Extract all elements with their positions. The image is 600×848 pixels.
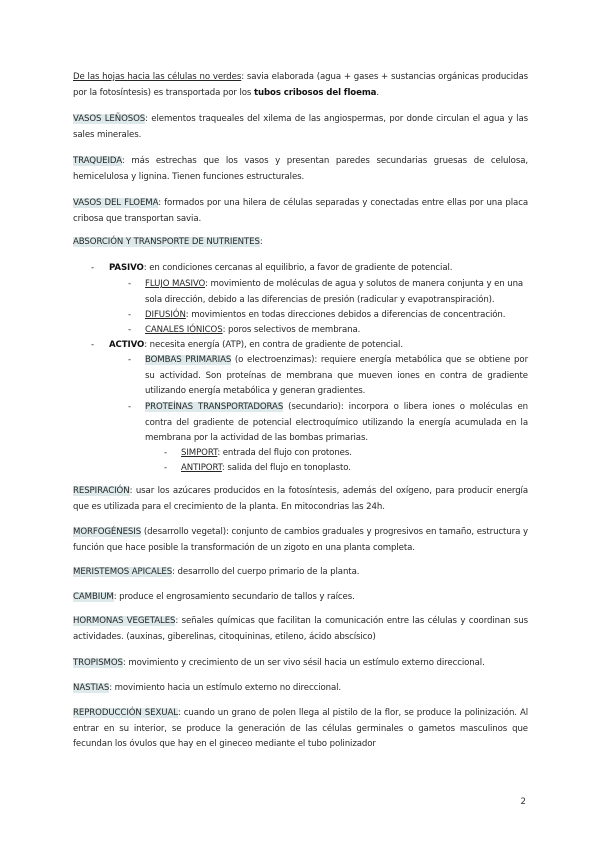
sub-bullet-dash: - [128, 402, 132, 412]
paragraph-savia-elaborada [73, 70, 528, 101]
term-nastias: NASTIAS [73, 683, 110, 693]
paragraph-vasos-lenosos [73, 112, 528, 143]
list-item-text: : necesita energía (ATP), en contra de gradiente de potencial. [144, 340, 403, 350]
term-respiracion: RESPIRACIÓN [73, 486, 130, 496]
term-traqueida: TRAQUEIDA [73, 156, 122, 166]
term-vasos-lenosos: VASOS LEÑOSOS [73, 114, 146, 124]
paragraph-text: : usar los azúcares producidos en la fotosíntesis, además del oxígeno, para producir energía que es utilizada para el crecimiento de la planta. En mitocondrias las 24h. [73, 486, 528, 512]
list-item-difusion [145, 308, 505, 324]
term-pasivo: PASIVO [109, 263, 144, 273]
bullet-dash: - [91, 263, 95, 273]
term-tubos-cribosos: tubos cribosos del floema [253, 87, 377, 98]
paragraph-text: : savia elaborada (agua + gases + sustancias orgánicas producidas por la fotosíntesis) es transportada por los [73, 72, 528, 98]
list-item-simport [181, 446, 352, 462]
list-item-text: : salida del flujo en tonoplasto. [221, 463, 351, 473]
list-item-proteinas-transportadoras [145, 400, 528, 447]
sub-bullet-dash: - [128, 279, 132, 289]
list-item-canales-ionicos [145, 323, 360, 339]
term-hojas-celulas: De las hojas hacia las células no verdes [73, 72, 242, 82]
list-item-text: (o electroenzimas): requiere energía metabólica que se obtiene por su actividad. Son proteínas de membrana que mueven iones en contra de gradiente utilizando energía metabólica y generan gradientes. [145, 355, 528, 397]
list-item-activo [109, 338, 403, 354]
paragraph-text: : señales químicas que facilitan la comunicación entre las células y coordinan sus actividades. (auxinas, giberelinas, citoquininas, etileno, ácido abscísico) [73, 616, 529, 642]
term-difusion: DIFUSIÓN [145, 310, 186, 320]
paragraph-morfogenesis [73, 525, 528, 556]
paragraph-vasos-floema [73, 196, 528, 227]
list-item-text: (secundario): incorpora o libera iones o moléculas en contra del gradiente de potencial electroquímico utilizando la energía acumulada en la membrana por la actividad de las bombas primarias. [145, 402, 528, 444]
paragraph-text: (desarrollo vegetal): conjunto de cambios graduales y progresivos en tamaño, estructura y función que hace posible la transformación de un zigoto en una planta completa. [73, 527, 528, 553]
list-item-bombas-primarias [145, 353, 528, 400]
sub-bullet-dash: - [128, 325, 132, 335]
list-item-text: : entrada del flujo con protones. [217, 448, 352, 458]
sub-sub-bullet-dash: - [164, 448, 168, 458]
term-proteinas-transportadoras: PROTEÍNAS TRANSPORTADORAS [145, 402, 284, 412]
paragraph-nastias [73, 681, 528, 697]
paragraph-reproduccion [73, 706, 528, 753]
bullet-dash: - [91, 340, 95, 350]
list-item-text: : movimientos en todas direcciones debidos a diferencias de concentración. [185, 310, 506, 320]
paragraph-text: : formados por una hilera de células separadas y conectadas entre ellas por una placa cribosa que transportan savia. [73, 198, 528, 224]
term-antiport: ANTIPORT [181, 463, 222, 473]
term-morfogenesis: MORFOGÉNESIS [73, 527, 142, 537]
paragraph-text: : movimiento y crecimiento de un ser vivo sésil hacia un estímulo externo direccional. [122, 658, 485, 668]
term-bombas-primarias: BOMBAS PRIMARIAS [145, 355, 232, 365]
paragraph-text: : desarrollo del cuerpo primario de la planta. [172, 567, 360, 577]
paragraph-tropismos [73, 656, 528, 672]
term-vasos-floema: VASOS DEL FLOEMA [73, 198, 159, 208]
sub-bullet-dash: - [128, 355, 132, 365]
paragraph-cambium [73, 590, 528, 606]
section-title: ABSORCIÓN Y TRANSPORTE DE NUTRIENTES [73, 237, 260, 247]
list-item-pasivo [109, 261, 452, 277]
term-meristemos-apicales: MERISTEMOS APICALES [73, 567, 173, 577]
list-item-text: sola dirección, debido a las diferencias de presión (radicular y evapotranspiración). [145, 294, 495, 305]
paragraph-text: : produce el engrosamiento secundario de tallos y raíces. [113, 592, 355, 602]
term-hormonas-vegetales: HORMONAS VEGETALES [73, 616, 176, 626]
list-item-antiport [181, 461, 351, 477]
list-item-text: : poros selectivos de membrana. [222, 325, 361, 335]
term-activo: ACTIVO [109, 340, 145, 350]
term-reproduccion-sexual: REPRODUCCIÓN SEXUAL [73, 708, 178, 718]
page-number: 2 [520, 797, 526, 807]
term-cambium: CAMBIUM [73, 592, 114, 602]
list-item-text: : en condiciones cercanas al equilibrio, a favor de gradiente de potencial. [143, 263, 453, 273]
paragraph-text: : movimiento hacia un estímulo externo no direccional. [109, 683, 342, 693]
paragraph-respiracion [73, 484, 528, 515]
list-item-text: : movimiento de moléculas de agua y solutos de manera conjunta y en una [205, 279, 524, 289]
paragraph-text: : más estrechas que los vasos y presentan paredes secundarias gruesas de celulosa, hemicelulosa y lignina. Tienen funciones estructurales. [73, 156, 528, 182]
term-simport: SIMPORT [181, 448, 218, 458]
term-tropismos: TROPISMOS [73, 658, 123, 668]
sub-bullet-dash: - [128, 310, 132, 320]
paragraph-traqueida [73, 154, 528, 185]
list-item-flujo-masivo [145, 277, 530, 308]
paragraph-meristemos [73, 565, 528, 581]
term-canales-ionicos: CANALES IÓNICOS [145, 325, 223, 335]
colon: : [259, 237, 263, 247]
paragraph-text: : cuando un grano de polen llega al pistilo de la flor, se produce la polinización. Al entrar en su interior, se produce la generación de las células germinales o gametos masculinos que fecundan los óvulos que hay en el gineceo mediante el tubo polinizador [73, 708, 529, 750]
period: . [376, 87, 380, 98]
sub-sub-bullet-dash: - [164, 463, 168, 473]
term-flujo-masivo: FLUJO MASIVO [145, 279, 206, 289]
paragraph-hormonas [73, 614, 528, 645]
paragraph-text: : elementos traqueales del xilema de las angiospermas, por donde circulan el agua y las sales minerales. [73, 114, 529, 140]
section-heading [73, 235, 528, 251]
